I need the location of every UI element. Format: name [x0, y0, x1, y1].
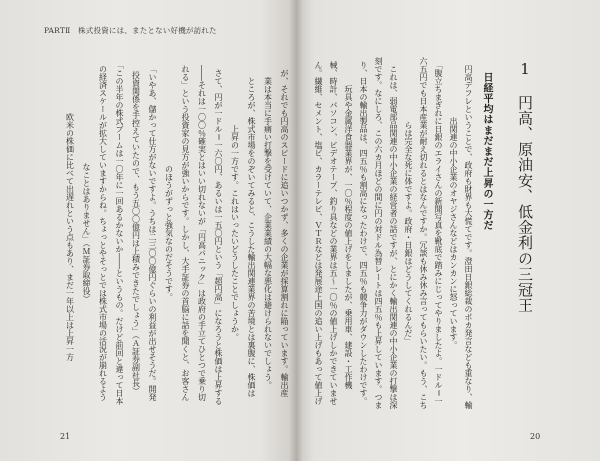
body-column: 六五円でも日本産業が耐え切れるとはなんですか。冗談も休み休み言ってもらいたい。もう、こち — [419, 57, 428, 409]
running-head: PARTⅡ 株式投資には、またとない好機が訪れた — [44, 26, 217, 35]
right-page-body — [307, 52, 472, 414]
body-column: 「腹立ちまぎれに日銀のエライさんの新聞写真を靴底で踏みにじってやりましたよ。一ドル＝一 — [434, 61, 443, 405]
body-column: らは完全な死に体ですよ。政府・日銀はどうしてくれるんだ」 — [404, 121, 413, 345]
body-column: これは、弱電部品関連の中小企業の経営者の話ですが、とにかく輸出関連の中小企業の打撃は深 — [389, 57, 398, 409]
body-column: 械、時計、パソコン、ビデオテープ、釣り具などの業界は五〜一〇％の値上げしかできていませ — [329, 61, 338, 405]
body-column: 出関連の中小企業のオヤジさんなどはカンカンに怒っています。 — [449, 117, 458, 349]
chapter-heading — [514, 60, 536, 314]
body-column: なことはありません」（Ｍ証券取締役） — [82, 163, 91, 303]
body-column: ん。繊維、セメント、塩ビ、カラーテレビ、ＶＴＲなどは発展途上国の追い上げもあって値上げ — [314, 61, 323, 405]
left-page-body — [57, 52, 288, 414]
page-number-right: 20 — [530, 432, 541, 441]
body-column: の経済スケールが拡大していますからね。ちょっとやそっとでは株式市場の活況が崩れるよう — [98, 65, 108, 401]
body-column: 欧米の株価に比べて出遅れという点もあり、まだ一年以上は上昇一方 — [65, 105, 75, 361]
body-column: れる」という投資家の見方が強いからです。しかし、大手証券の首脳に話を聞くと、お客さん — [181, 65, 190, 401]
chapter-title: 円高、原油安、低金利の三冠王 — [516, 94, 534, 314]
body-column: ところが、株式市場をのぞいてみると、こうした輸出関連業界の苦境とは裏腹に、株価は — [247, 69, 256, 397]
body-column: 業は本当に手痛い打撃を受けていて、企業業績の大幅な悪化は避けられないでしょう。 — [263, 77, 273, 389]
left-page — [0, 0, 296, 461]
body-column: 上昇の一方です。これはいったいどうしたことでしょうか。 — [230, 125, 240, 341]
body-column: 玩具や金属洋食器業界が、一〇％程度の値上げをしましたが、乗用車、建設・工作機 — [344, 77, 353, 389]
body-column: ――それは一〇〇％確実とはいい切れないが「円高パニック」は政府の手立てひとつで乗り切 — [197, 65, 207, 401]
body-column: り、日本の輸出製品は、四五％も割高になったわけで、四五％も競争力がダウンしたわけです。 — [359, 61, 368, 405]
body-column: 刻です。なにしろ、この六カ月ほどの間に円の対ドル為替レートは四五％も上昇しています。つま — [374, 57, 383, 409]
chapter-number: 1 — [516, 60, 534, 79]
body-column: 「いやあ、儲かって仕方がないですよ。うちは二三〇〇億円ぐらいの利益が出せそうだ。開発 — [148, 65, 157, 401]
body-column: のほうがずっと強気なのだそうです。 — [164, 165, 174, 301]
section-heading: 日経平均はまだまだ上昇の一方だ — [481, 72, 492, 231]
body-column: 「この半年の株式ブームは一〇年に一回あるかないか――というもの。だけど前回と違って日本 — [115, 61, 124, 405]
gutter-shadow — [289, 0, 303, 461]
page-number-left: 21 — [60, 432, 71, 441]
body-column: が、それでも円高のスピードに追いつかず、多くの企業が採算割れに陥っています。輸出産 — [280, 69, 289, 397]
body-column: 円高デフレということで、政府も財界も大慌てです。澄田日銀総裁のポカ発言なども重なり、輸 — [464, 57, 473, 409]
body-column: さて、円が一ドル＝一六〇円、あるいは一五〇円という「超円高」になろうと株価は上昇する — [214, 61, 223, 405]
body-column: 投資関係を手控えていたので、もう五〇〇億円は上積みできたでしょう」（Ａ証券副社長） — [131, 71, 141, 395]
